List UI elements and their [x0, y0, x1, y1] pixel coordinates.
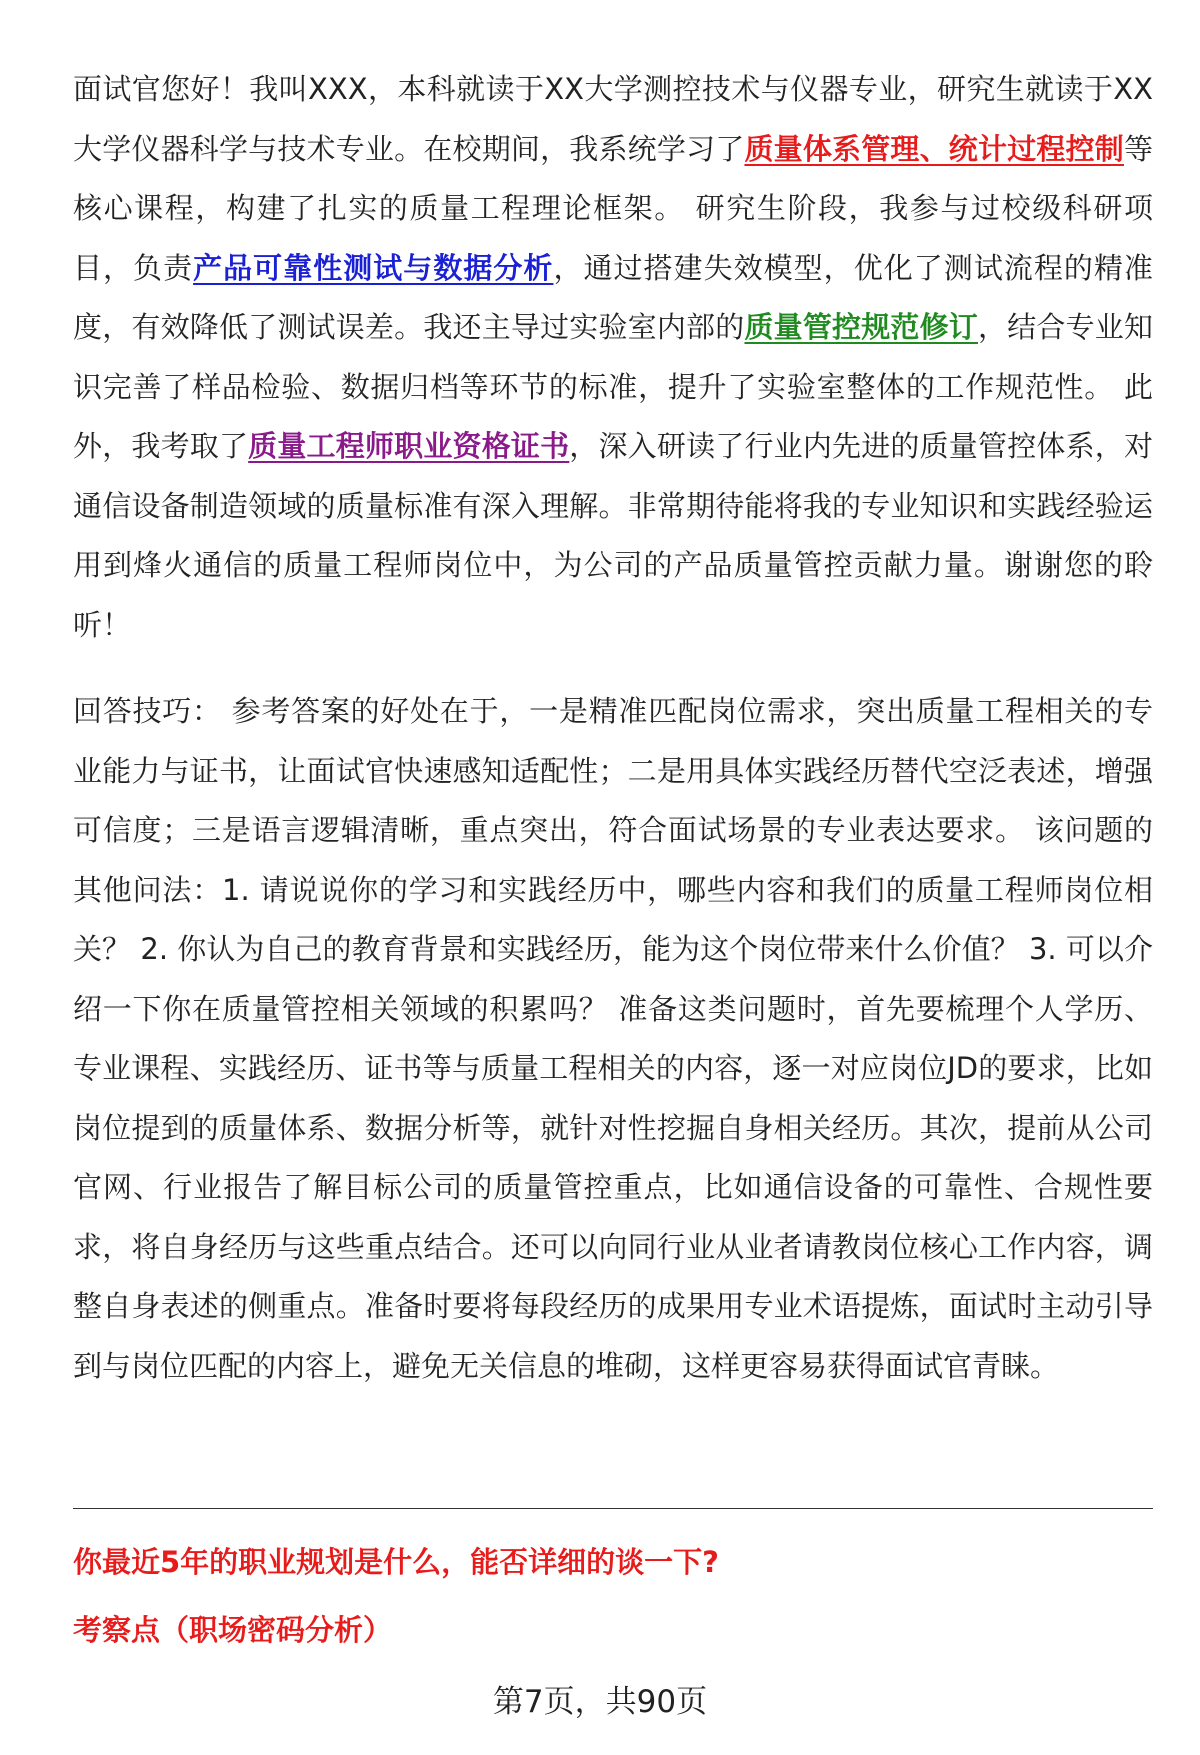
- intro-text-2: 等核心课程，构建了扎实的质量工程理论框架。 研究生阶段，我参与过校级科研项目，负责: [73, 131, 1153, 285]
- highlight-certificate: 质量工程师职业资格证书: [248, 429, 570, 463]
- page-number-footer: 第7页，共90页: [492, 1684, 708, 1720]
- intro-text-3: ，通过搭建失效模型，优化了测试流程的精准度，有效降低了测试误差。我还主导过实验室内部的: [73, 250, 1153, 344]
- intro-text-5: ，深入研读了行业内先进的质量管控体系，对通信设备制造领域的质量标准有深入理解。非常期待能将我的专业知识和实践经验运用到烽火通信的质量工程师岗位中，为公司的产品质量管控贡献力量。谢谢您的聆听！: [73, 429, 1153, 642]
- intro-text-1: 面试官您好！我叫XXX，本科就读于XX大学测控技术与仪器专业，研究生就读于XX大学仪器科学与技术专业。在校期间，我系统学习了: [73, 72, 1153, 166]
- assessment-point-heading: 考察点（职场密码分析）: [73, 1613, 393, 1647]
- highlight-reliability-testing: 产品可靠性测试与数据分析: [193, 250, 554, 285]
- self-introduction-paragraph: [73, 60, 1153, 655]
- intro-text-4: ，结合专业知识完善了样品检验、数据归档等环节的标准，提升了实验室整体的工作规范性。 此外，我考取了: [73, 310, 1153, 463]
- next-question-heading: 你最近5年的职业规划是什么，能否详细的谈一下?: [73, 1545, 720, 1579]
- highlight-quality-courses: 质量体系管理、统计过程控制: [744, 131, 1124, 166]
- highlight-quality-regulation: 质量管控规范修订: [744, 310, 978, 344]
- section-divider: [73, 1508, 1153, 1509]
- answer-tips-paragraph: 回答技巧： 参考答案的好处在于，一是精准匹配岗位需求，突出质量工程相关的专业能力与证书，让面试官快速感知适配性；二是用具体实践经历替代空泛表述，增强可信度；三是语言逻辑清晰，重点突出，符合面试场景的专业表达要求。 该问题的其他问法：1. 请说说你的学习和实践经历中，哪些内容和我们的质量工程师岗位相关？ 2. 你认为自己的教育背景和实践经历，能为这个岗位带来什么价值？ 3. 可以介绍一下你在质量管控相关领域的积累吗？ 准备这类问题时，首先要梳理个人学历、专业课程、实践经历、证书等与质量工程相关的内容，逐一对应岗位JD的要求，比如岗位提到的质量体系、数据分析等，就针对性挖掘自身相关经历。其次，提前从公司官网、行业报告了解目标公司的质量管控重点，比如通信设备的可靠性、合规性要求，将自身经历与这些重点结合。还可以向同行业从业者请教岗位核心工作内容，调整自身表述的侧重点。准备时要将每段经历的成果用专业术语提炼，面试时主动引导到与岗位匹配的内容上，避免无关信息的堆砌，这样更容易获得面试官青睐。: [73, 694, 1153, 1383]
- document-body: [73, 60, 1153, 1396]
